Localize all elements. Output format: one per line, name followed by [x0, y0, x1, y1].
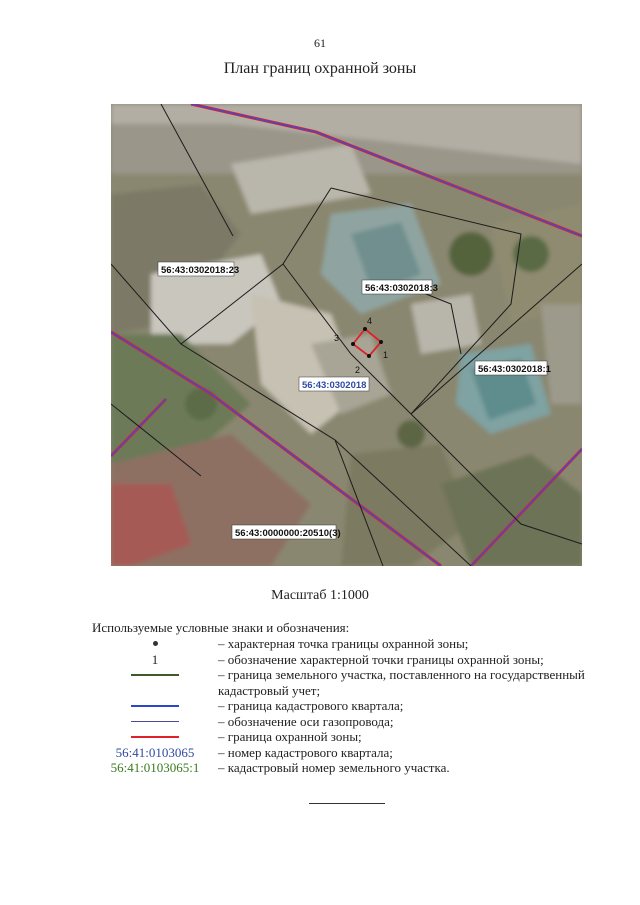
parcel-label-1: 56:43:0302018:1 — [478, 364, 551, 375]
legend-text: – граница земельного участка, поставленного на государственный кадастровый учет; — [218, 667, 585, 698]
protection-zone-swatch — [131, 736, 179, 738]
legend-item — [92, 714, 612, 730]
legend-item — [92, 652, 612, 668]
point-2-marker — [367, 354, 371, 358]
legend-text: – обозначение оси газопровода; — [218, 713, 394, 729]
parcel-label-3: 56:43:0302018:3 — [365, 283, 438, 294]
point-label-4: 4 — [367, 316, 373, 326]
satellite-map — [111, 104, 582, 566]
map-canvas — [111, 104, 582, 566]
legend-item — [92, 760, 612, 776]
legend-symbol-number: 1 — [151, 651, 159, 667]
point-1-marker — [379, 340, 383, 344]
legend — [92, 636, 612, 776]
legend-item — [92, 729, 612, 745]
page-title: План границ охранной зоны — [223, 60, 417, 77]
gas-pipe-axis-swatch — [131, 721, 179, 722]
point-3-marker — [351, 342, 355, 346]
legend-text: – граница кадастрового квартала; — [218, 698, 404, 713]
parcel-label-23: 56:43:0302018:23 — [161, 265, 240, 276]
legend-text: – характерная точка границы охранной зоны; — [218, 636, 469, 651]
point-label-3: 3 — [334, 333, 340, 343]
legend-text: – граница охранной зоны; — [218, 729, 362, 744]
legend-item — [92, 636, 612, 652]
map-scale: Масштаб 1:1000 — [271, 588, 369, 603]
legend-text: – кадастровый номер земельного участка. — [218, 760, 450, 775]
point-label-2: 2 — [355, 365, 361, 375]
legend-text: – номер кадастрового квартала; — [218, 744, 393, 760]
quarter-label: 56:43:0302018 — [302, 380, 367, 391]
footer-divider — [309, 803, 385, 804]
legend-text: – обозначение характерной точки границы охранной зоны; — [218, 651, 544, 667]
quarter-boundary-swatch — [131, 705, 179, 707]
legend-item — [92, 698, 612, 714]
legend-symbol-quarter-number: 56:41:0103065 — [115, 744, 195, 760]
point-dot-icon — [153, 641, 158, 646]
point-4-marker — [363, 327, 367, 331]
legend-item — [92, 745, 612, 761]
parcel-label-20510: 56:43:0000000:20510(3) — [235, 528, 341, 539]
legend-title: Используемые условные знаки и обозначения: — [92, 620, 350, 635]
legend-symbol-parcel-number: 56:41:0103065:1 — [110, 760, 200, 775]
page-number: 61 — [314, 36, 326, 50]
point-label-1: 1 — [383, 350, 389, 360]
legend-item — [92, 667, 612, 698]
parcel-boundary-swatch — [131, 674, 179, 676]
